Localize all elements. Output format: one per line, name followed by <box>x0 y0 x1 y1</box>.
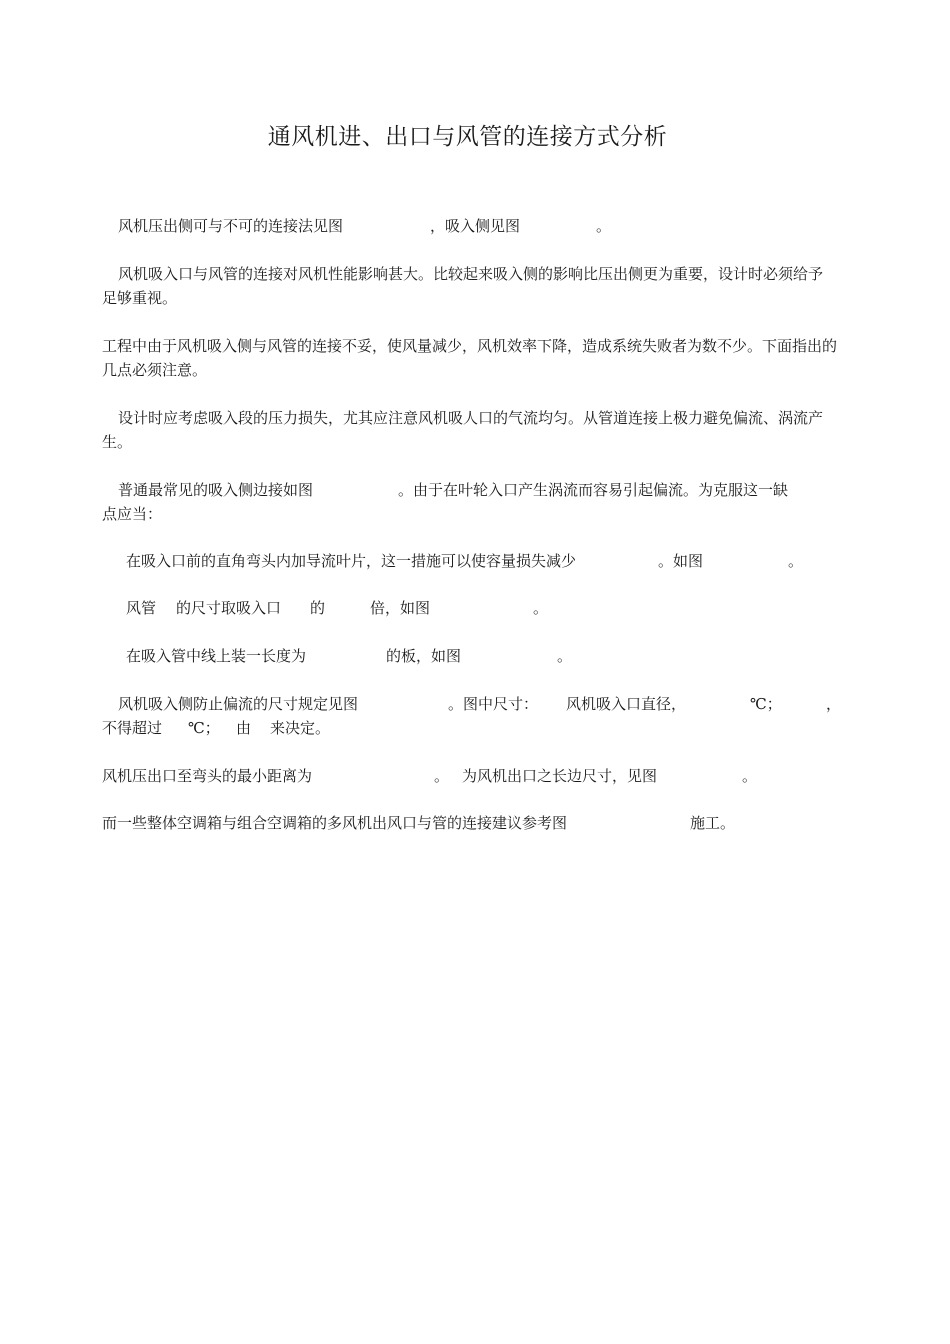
p9-text-d: ℃； <box>750 695 782 713</box>
p6-text-c: 。 <box>788 552 804 570</box>
p8-text-c: 。 <box>557 647 573 665</box>
p11-text-a: 而一些整体空调箱与组合空调箱的多风机出风口与管的连接建议参考图 <box>102 814 568 832</box>
p7-text-c: 的 <box>310 599 326 617</box>
p10-text-b: 。 <box>434 767 450 785</box>
p5-text-a: 普通最常见的吸入侧边接如图 <box>118 481 314 499</box>
p10-text-c: 为风机出口之长边尺寸，见图 <box>462 767 658 785</box>
p11-text-b: 施工。 <box>690 814 736 832</box>
p9-text-e: ， <box>826 695 842 713</box>
p1-text-b: ，吸入侧见图 <box>430 217 521 235</box>
p7-text-e: 。 <box>533 599 549 617</box>
p3-paragraph: 工程中由于风机吸入侧与风管的连接不妥，使风量减少，风机效率下降，造成系统失败者为数不少。下面指出的几点必须注意。 <box>102 337 838 379</box>
p9-text-h: 由 <box>236 719 252 737</box>
p9-text-c: 风机吸入口直径， <box>566 695 687 713</box>
p7-text-d: 倍，如图 <box>370 599 431 617</box>
p6-text-a: 在吸入口前的直角弯头内加导流叶片，这一措施可以使容量损失减少 <box>126 552 577 570</box>
p1-text-a: 风机压出侧可与不可的连接法见图 <box>118 217 344 235</box>
p10-text-a: 风机压出口至弯头的最小距离为 <box>102 767 313 785</box>
p4-paragraph: 设计时应考虑吸入段的压力损失，尤其应注意风机吸人口的气流均匀。从管道连接上极力避免偏流、涡流产生。 <box>102 409 824 451</box>
p9-text-g: ℃； <box>188 719 220 737</box>
p2-paragraph: 风机吸入口与风管的连接对风机性能影响甚大。比较起来吸入侧的影响比压出侧更为重要，设计时必须给予足够重视。 <box>102 265 824 307</box>
p7-text-a: 风管 <box>126 599 157 617</box>
p5-text-c: 点应当： <box>102 505 163 523</box>
p1-text-c: 。 <box>596 217 612 235</box>
document-title: 通风机进、出口与风管的连接方式分析 <box>267 124 668 150</box>
p9-text-b: 。图中尺寸： <box>448 695 539 713</box>
p5-text-b: 。由于在叶轮入口产生涡流而容易引起偏流。为克服这一缺 <box>398 481 789 499</box>
p9-text-f: 不得超过 <box>102 719 163 737</box>
p8-text-a: 在吸入管中线上装一长度为 <box>126 647 307 665</box>
p8-text-b: 的板，如图 <box>386 647 462 665</box>
p9-text-i: 来决定。 <box>270 719 331 737</box>
p10-text-d: 。 <box>742 767 758 785</box>
p6-text-b: 。如图 <box>658 552 704 570</box>
p7-text-b: 的尺寸取吸入口 <box>176 599 282 617</box>
p9-text-a: 风机吸入侧防止偏流的尺寸规定见图 <box>118 695 359 713</box>
